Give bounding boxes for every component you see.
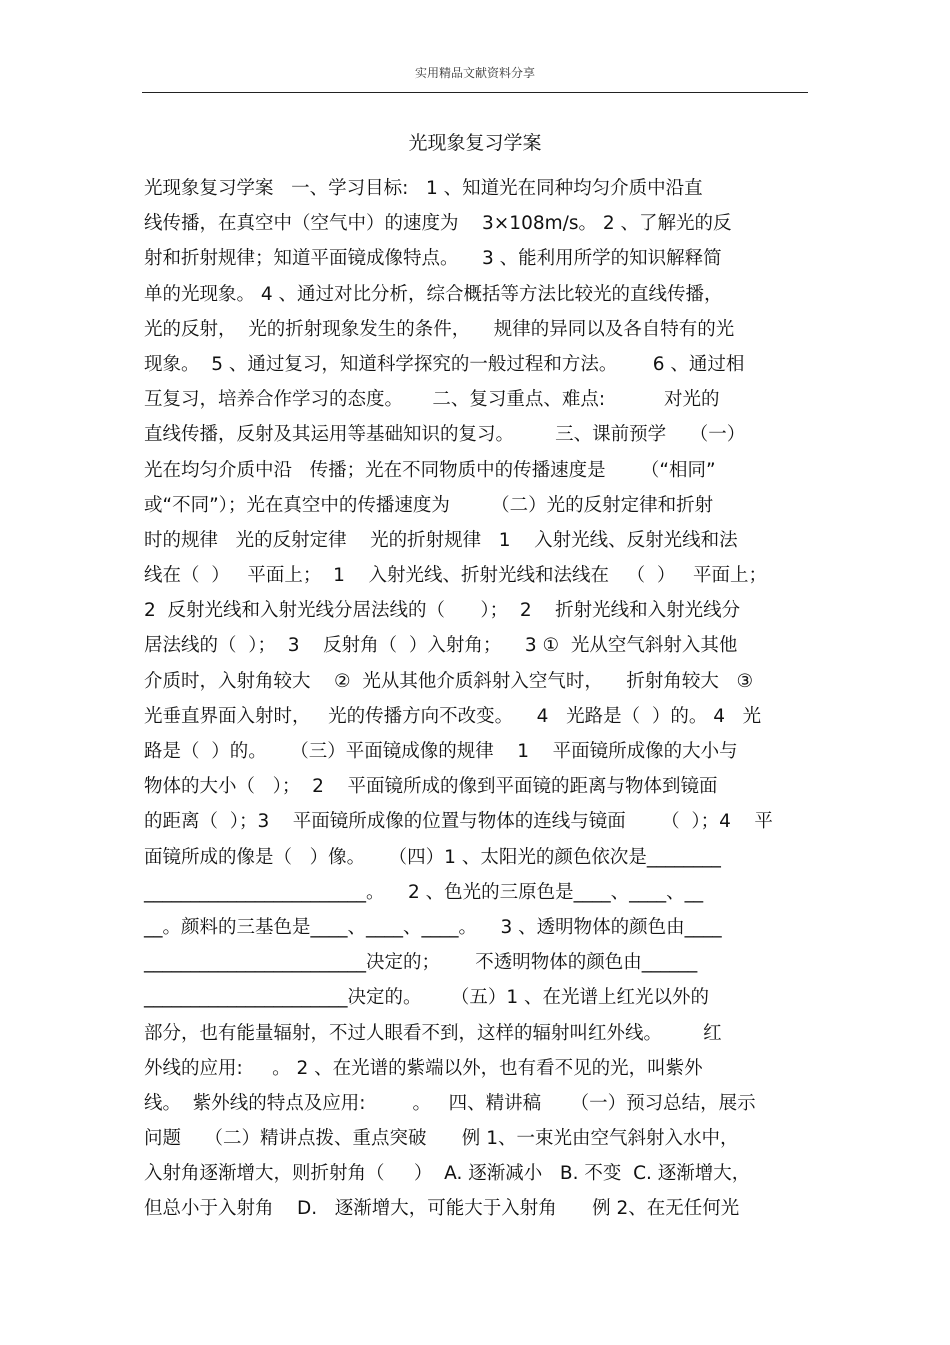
body-text-line: 线在（ ） 平面上； 1 入射光线、折射光线和法线在 （ ） 平面上； [144, 565, 768, 587]
body-text-line: 直线传播，反射及其运用等基础知识的复习。 三、课前预学 （一） [144, 424, 746, 446]
body-text-line: 时的规律 光的反射定律 光的折射规律 1 入射光线、反射光线和法 [144, 529, 738, 551]
body-text-line: 居法线的（ ）； 3 反射角（ ）入射角； 3 ① 光从空气斜射入其他 [144, 635, 738, 657]
body-text-line: ______________________决定的。 （五）1 、在光谱上红光以外的 [144, 987, 710, 1009]
body-text-line: 但总小于入射角 D. 逐渐增大，可能大于入射角 例 2、在无任何光 [144, 1198, 740, 1220]
header-divider [142, 92, 808, 93]
page-header: 实用精品文献资料分享 [414, 66, 535, 80]
body-text-line: ________________________。 2 、色光的三原色是____、____、__ [144, 881, 704, 903]
body-text-line: 部分，也有能量辐射，不过人眼看不到，这样的辐射叫红外线。 红 [144, 1022, 722, 1044]
body-text-line: 单的光现象。 4 、通过对比分析，综合概括等方法比较光的直线传播， [144, 283, 723, 305]
body-text-line: 2 反射光线和入射光线分居法线的（ ）； 2 折射光线和入射光线分 [144, 600, 741, 622]
body-text-line: 问题 （二）精讲点拨、重点突破 例 1、一束光由空气斜射入水中， [144, 1128, 739, 1150]
body-text-line: 光垂直界面入射时， 光的传播方向不改变。 4 光路是（ ）的。 4 光 [144, 705, 762, 727]
body-text-line: 互复习，培养合作学习的态度。 二、复习重点、难点: 对光的 [144, 389, 720, 411]
body-text-line: 或“不同”）；光在真空中的传播速度为 （二）光的反射定律和折射 [144, 494, 714, 516]
body-text-line: 光的反射， 光的折射现象发生的条件， 规律的异同以及各自特有的光 [144, 318, 735, 340]
body-text-line: __。颜料的三基色是____、____、____。 3 、透明物体的颜色由____ [144, 916, 722, 938]
body-text-line: 入射角逐渐增大，则折射角（ ） A. 逐渐减小 B. 不变 C. 逐渐增大， [144, 1163, 751, 1185]
body-text-line: 射和折射规律；知道平面镜成像特点。 3 、能利用所学的知识解释简 [144, 248, 722, 270]
body-text-line: 光在均匀介质中沿 传播；光在不同物质中的传播速度是 （“相同” [144, 459, 716, 481]
body-text-line: 线。 紫外线的特点及应用: 。 四、精讲稿 （一）预习总结，展示 [144, 1092, 756, 1114]
body-text-line: 光现象复习学案 一、学习目标: 1 、知道光在同种均匀介质中沿直 [144, 178, 703, 199]
body-text-line: 路是（ ）的。 （三）平面镜成像的规律 1 平面镜所成像的大小与 [144, 741, 738, 762]
body-text-line: 介质时，入射角较大 ② 光从其他介质斜射入空气时， 折射角较大 ③ [144, 670, 754, 692]
body-text-line: 线传播，在真空中（空气中）的速度为 3×108m/s。 2 、了解光的反 [144, 213, 732, 235]
body-text-line: ________________________决定的； 不透明物体的颜色由______ [144, 952, 698, 974]
body-text-line: 物体的大小（ ）； 2 平面镜所成的像到平面镜的距离与物体到镜面 [144, 776, 718, 798]
document-body [144, 171, 814, 1227]
document-title: 光现象复习学案 [408, 132, 542, 154]
body-text-line: 外线的应用: 。 2 、在光谱的紫端以外，也有看不见的光，叫紫外 [144, 1057, 703, 1079]
body-text-line: 现象。 5 、通过复习，知道科学探究的一般过程和方法。 6 、通过相 [144, 353, 745, 375]
body-text-line: 的距离（ ）；3 平面镜所成像的位置与物体的连线与镜面 （ ）；4 平 [144, 811, 773, 833]
body-text-line: 面镜所成的像是（ ）像。 （四）1 、太阳光的颜色依次是________ [144, 846, 721, 868]
